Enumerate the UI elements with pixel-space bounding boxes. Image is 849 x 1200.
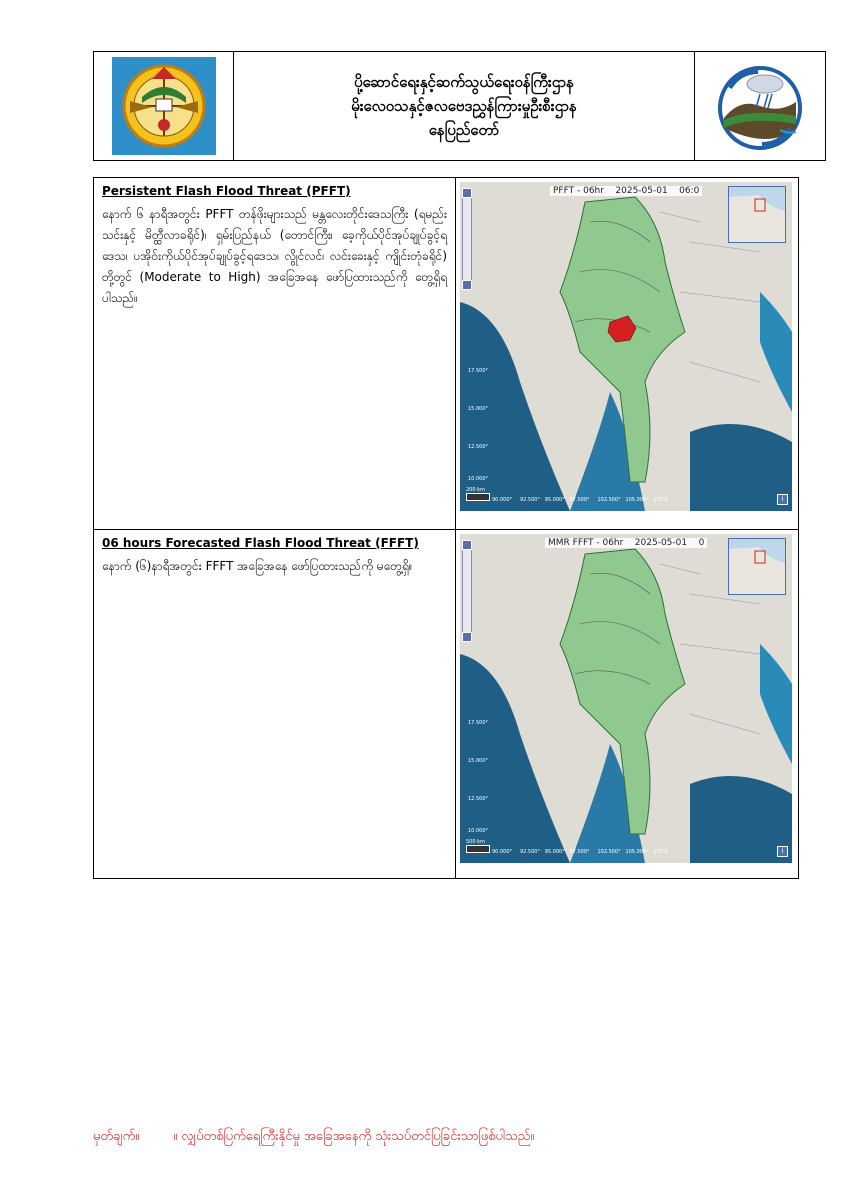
ffft-lon-label: 105.000°	[625, 849, 649, 855]
pfft-lon-labels	[492, 497, 668, 503]
ffft-zoom-out-icon[interactable]	[462, 632, 472, 642]
header-title-block	[234, 52, 695, 160]
pfft-map-cell	[456, 178, 798, 529]
ministry-logo-cell	[94, 52, 234, 160]
pfft-lon-label: 95.000°	[544, 497, 565, 503]
footer-remark	[93, 1128, 534, 1147]
pfft-zoom-slider[interactable]	[462, 188, 472, 290]
pfft-overview-inset[interactable]	[728, 186, 786, 243]
pfft-lon-label: 97.500°	[569, 497, 590, 503]
pfft-zoom-out-icon[interactable]	[462, 280, 472, 290]
header-department-title: မိုးလေဝသနှင့်ဇလဗေဒညွှန်ကြားမှုဦးစီးဌာန	[351, 97, 577, 115]
ffft-lon-labels	[492, 849, 668, 855]
ffft-overview-inset[interactable]	[728, 538, 786, 595]
ffft-lat-label: 10.000°	[468, 828, 488, 834]
ffft-info-icon[interactable]: i	[777, 846, 788, 857]
ffft-scale-bar	[466, 845, 490, 853]
ffft-lon-label: 95.000°	[544, 849, 565, 855]
ffft-map-date: 2025-05-01	[634, 538, 688, 548]
ffft-text-cell	[94, 530, 456, 878]
pfft-lon-label: 92.500°	[519, 497, 540, 503]
ffft-lon-label: 107.5	[653, 849, 668, 855]
pfft-section-title: Persistent Flash Flood Threat (PFFT)	[102, 184, 351, 198]
ffft-section-body: နောက် (၆)နာရီအတွင်း FFFT အခြေအနေ ဖော်ပြထားသည်ကို မတွေ့ရှိ။	[102, 559, 413, 573]
ffft-map-cell	[456, 530, 798, 878]
pfft-info-icon[interactable]: i	[777, 494, 788, 505]
department-logo-cell	[695, 52, 825, 160]
pfft-lat-label: 10.000°	[468, 476, 488, 482]
pfft-zoom-in-icon[interactable]	[462, 188, 472, 198]
header-ministry-title: ပို့ဆောင်ရေးနှင့်ဆက်သွယ်ရေးဝန်ကြီးဌာန	[354, 73, 574, 91]
document-header	[93, 51, 826, 161]
footer-label: မှတ်ချက်။	[93, 1129, 140, 1144]
ffft-map-product: MMR FFFT - 06hr	[548, 538, 624, 548]
pfft-lon-label: 107.5	[653, 497, 668, 503]
pfft-lat-label: 12.500°	[468, 444, 488, 450]
ffft-lon-label: 92.500°	[519, 849, 540, 855]
pfft-map-time: 06:0	[679, 186, 700, 196]
hydro-cycle-logo-icon	[710, 58, 810, 154]
footer-note: ။ လျှပ်တစ်ပြက်ရေကြီးနိုင်မှု အခြေအနေကို သုံးသပ်တင်ပြခြင်းသာဖြစ်ပါသည်။	[173, 1129, 535, 1144]
pfft-lat-label: 17.500°	[468, 368, 488, 374]
ffft-row	[94, 530, 798, 878]
ffft-lat-label: 17.500°	[468, 720, 488, 726]
ffft-scale-label: 500 km	[466, 839, 485, 845]
report-table	[93, 177, 799, 879]
pfft-map-product: PFFT - 06hr	[553, 186, 604, 196]
ffft-map-time: 0	[698, 538, 705, 548]
ministry-logo-icon	[112, 57, 216, 155]
pfft-map-date: 2025-05-01	[615, 186, 668, 196]
ffft-zoom-slider[interactable]	[462, 540, 472, 642]
ffft-lon-label: 102.500°	[597, 849, 621, 855]
pfft-map-title	[550, 186, 702, 196]
pfft-lon-label: 105.000°	[625, 497, 649, 503]
ffft-zoom-in-icon[interactable]	[462, 540, 472, 550]
ffft-lon-label: 97.500°	[569, 849, 590, 855]
pfft-row	[94, 178, 798, 530]
ffft-lon-label: 90.000°	[492, 849, 512, 855]
pfft-scale-label: 200 km	[466, 487, 485, 493]
pfft-map	[460, 182, 792, 511]
header-city-title: နေပြည်တော်	[428, 121, 500, 139]
pfft-lon-label: 90.000°	[492, 497, 512, 503]
pfft-lat-label: 15.000°	[468, 406, 488, 412]
pfft-lon-label: 102.500°	[597, 497, 621, 503]
ffft-map-title	[545, 538, 707, 548]
pfft-section-body: နောက် ၆ နာရီအတွင်း PFFT တန်ဖိုးများသည် မန္တလေးတိုင်းဒေသကြီး (ရမည်းသင်းနှင့် မိတ္ထီလာခရိုင်)၊ ရှမ်းပြည်နယ် (တောင်ကြီး၊ ခေ့ကိုယ်ပိုင်အုပ်ချုပ်ခွင့်ရဒေသ၊ ပအိုဝ်းကိုယ်ပိုင်အုပ်ချုပ်ခွင့်ရဒေသ၊ လွိုင်လင်၊ လင်းခေးနှင့် ကျိုင်းတုံခရိုင်) တို့တွင် (Moderate to High) အခြေအနေ ဖော်ပြထားသည်ကို တွေ့ရှိရပါသည်။	[102, 207, 447, 305]
pfft-scale-bar	[466, 493, 490, 501]
pfft-text-cell	[94, 178, 456, 529]
ffft-lat-label: 15.000°	[468, 758, 488, 764]
ffft-section-title: 06 hours Forecasted Flash Flood Threat (FFFT)	[102, 536, 419, 550]
ffft-lat-label: 12.500°	[468, 796, 488, 802]
ffft-map	[460, 534, 792, 863]
